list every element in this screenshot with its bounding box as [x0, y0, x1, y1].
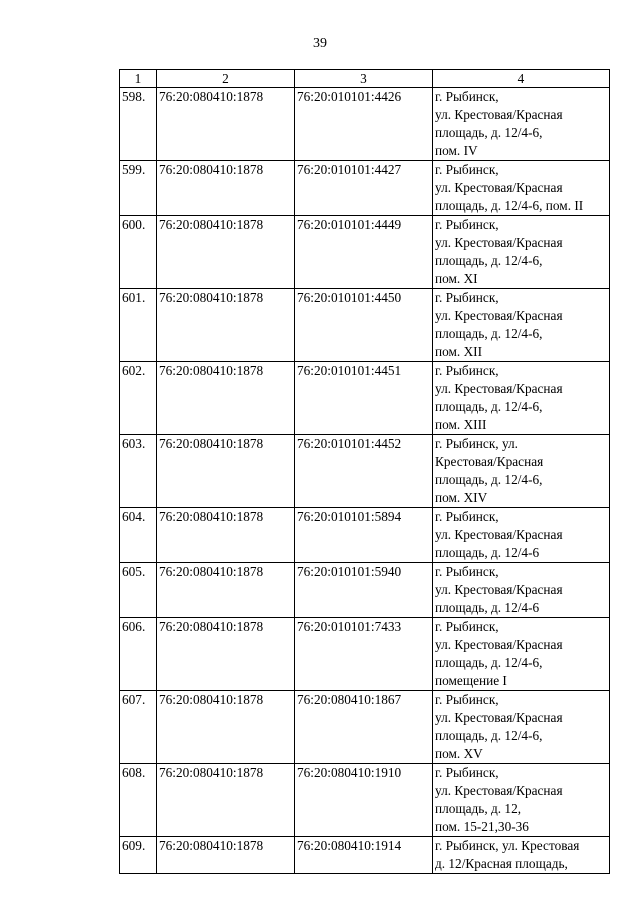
address-cell [433, 691, 610, 764]
cadastral-number-object: 76:20:080410:1910 [295, 764, 433, 837]
address-line: площадь, д. 12/4-6, [435, 253, 543, 268]
cadastral-number-parcel: 76:20:080410:1878 [157, 764, 295, 837]
table-row [120, 691, 610, 764]
address-cell [433, 618, 610, 691]
address-line: г. Рыбинск, [435, 89, 499, 104]
page-number: 39 [313, 36, 327, 51]
cadastral-number-object: 76:20:010101:4449 [295, 216, 433, 289]
table-row [120, 88, 610, 161]
address-line: площадь, д. 12/4-6, пом. II [435, 198, 584, 213]
address-cell [433, 435, 610, 508]
cadastral-number-parcel: 76:20:080410:1878 [157, 508, 295, 563]
address-line: г. Рыбинск, [435, 765, 499, 780]
table-row [120, 289, 610, 362]
address-line: пом. XII [435, 344, 483, 359]
cadastral-number-object: 76:20:010101:4451 [295, 362, 433, 435]
table-row [120, 563, 610, 618]
row-number: 598. [120, 88, 157, 161]
address-cell [433, 508, 610, 563]
cadastral-number-parcel: 76:20:080410:1878 [157, 618, 295, 691]
cadastral-number-parcel: 76:20:080410:1878 [157, 837, 295, 874]
address-line: площадь, д. 12/4-6, [435, 655, 543, 670]
address-line: г. Рыбинск, [435, 509, 499, 524]
address-cell [433, 837, 610, 874]
address-line: ул. Крестовая/Красная [435, 235, 563, 250]
address-line: ул. Крестовая/Красная [435, 527, 563, 542]
cadastral-number-parcel: 76:20:080410:1878 [157, 362, 295, 435]
address-cell [433, 289, 610, 362]
row-number: 599. [120, 161, 157, 216]
address-line: ул. Крестовая/Красная [435, 710, 563, 725]
address-line: площадь, д. 12/4-6 [435, 600, 540, 615]
address-line: площадь, д. 12, [435, 801, 522, 816]
row-number: 600. [120, 216, 157, 289]
address-line: г. Рыбинск, [435, 564, 499, 579]
address-line: г. Рыбинск, [435, 692, 499, 707]
row-number: 603. [120, 435, 157, 508]
address-line: пом. XIV [435, 490, 488, 505]
row-number: 601. [120, 289, 157, 362]
address-line: ул. Крестовая/Красная [435, 381, 563, 396]
address-line: пом. XV [435, 746, 483, 761]
header-cell-4: 4 [433, 70, 610, 88]
registry-table [119, 69, 610, 874]
address-line: ул. Крестовая/Красная [435, 107, 563, 122]
address-line: площадь, д. 12/4-6, [435, 326, 543, 341]
address-line: пом. IV [435, 143, 478, 158]
cadastral-number-object: 76:20:010101:4452 [295, 435, 433, 508]
cadastral-number-parcel: 76:20:080410:1878 [157, 691, 295, 764]
address-line: ул. Крестовая/Красная [435, 783, 563, 798]
table-row [120, 216, 610, 289]
address-line: ул. Крестовая/Красная [435, 637, 563, 652]
cadastral-number-object: 76:20:010101:4426 [295, 88, 433, 161]
header-cell-3: 3 [295, 70, 433, 88]
header-row [120, 70, 610, 88]
address-line: ул. Крестовая/Красная [435, 308, 563, 323]
header-cell-1: 1 [120, 70, 157, 88]
table-row [120, 618, 610, 691]
table-row [120, 508, 610, 563]
address-line: площадь, д. 12/4-6, [435, 399, 543, 414]
address-line: г. Рыбинск, [435, 619, 499, 634]
cadastral-number-parcel: 76:20:080410:1878 [157, 289, 295, 362]
address-line: г. Рыбинск, [435, 162, 499, 177]
table-row [120, 161, 610, 216]
address-line: помещение I [435, 673, 507, 688]
address-cell [433, 88, 610, 161]
cadastral-number-object: 76:20:010101:5894 [295, 508, 433, 563]
address-line: ул. Крестовая/Красная [435, 180, 563, 195]
table-body [120, 88, 610, 874]
address-line: ул. Крестовая/Красная [435, 582, 563, 597]
address-line: г. Рыбинск, ул. [435, 436, 518, 451]
table-row [120, 837, 610, 874]
address-line: площадь, д. 12/4-6, [435, 125, 543, 140]
address-cell [433, 362, 610, 435]
header-cell-2: 2 [157, 70, 295, 88]
cadastral-number-parcel: 76:20:080410:1878 [157, 435, 295, 508]
address-cell [433, 161, 610, 216]
address-line: площадь, д. 12/4-6, [435, 728, 543, 743]
row-number: 608. [120, 764, 157, 837]
cadastral-number-object: 76:20:010101:4450 [295, 289, 433, 362]
cadastral-number-parcel: 76:20:080410:1878 [157, 216, 295, 289]
cadastral-number-object: 76:20:010101:7433 [295, 618, 433, 691]
cadastral-number-parcel: 76:20:080410:1878 [157, 88, 295, 161]
address-line: г. Рыбинск, [435, 217, 499, 232]
address-line: Крестовая/Красная [435, 454, 544, 469]
address-line: пом. XIII [435, 417, 487, 432]
address-line: г. Рыбинск, [435, 363, 499, 378]
address-line: г. Рыбинск, [435, 290, 499, 305]
row-number: 604. [120, 508, 157, 563]
cadastral-number-object: 76:20:010101:4427 [295, 161, 433, 216]
table-row [120, 764, 610, 837]
row-number: 609. [120, 837, 157, 874]
cadastral-number-parcel: 76:20:080410:1878 [157, 563, 295, 618]
cadastral-number-object: 76:20:010101:5940 [295, 563, 433, 618]
cadastral-number-object: 76:20:080410:1867 [295, 691, 433, 764]
address-line: площадь, д. 12/4-6, [435, 472, 543, 487]
cadastral-number-object: 76:20:080410:1914 [295, 837, 433, 874]
address-line: д. 12/Красная площадь, [435, 856, 568, 871]
table-row [120, 362, 610, 435]
row-number: 605. [120, 563, 157, 618]
address-cell [433, 216, 610, 289]
cadastral-number-parcel: 76:20:080410:1878 [157, 161, 295, 216]
address-line: пом. 15-21,30-36 [435, 819, 529, 834]
row-number: 606. [120, 618, 157, 691]
address-cell [433, 764, 610, 837]
row-number: 602. [120, 362, 157, 435]
address-cell [433, 563, 610, 618]
row-number: 607. [120, 691, 157, 764]
address-line: площадь, д. 12/4-6 [435, 545, 540, 560]
address-line: г. Рыбинск, ул. Крестовая [435, 838, 580, 853]
table-row [120, 435, 610, 508]
address-line: пом. XI [435, 271, 478, 286]
